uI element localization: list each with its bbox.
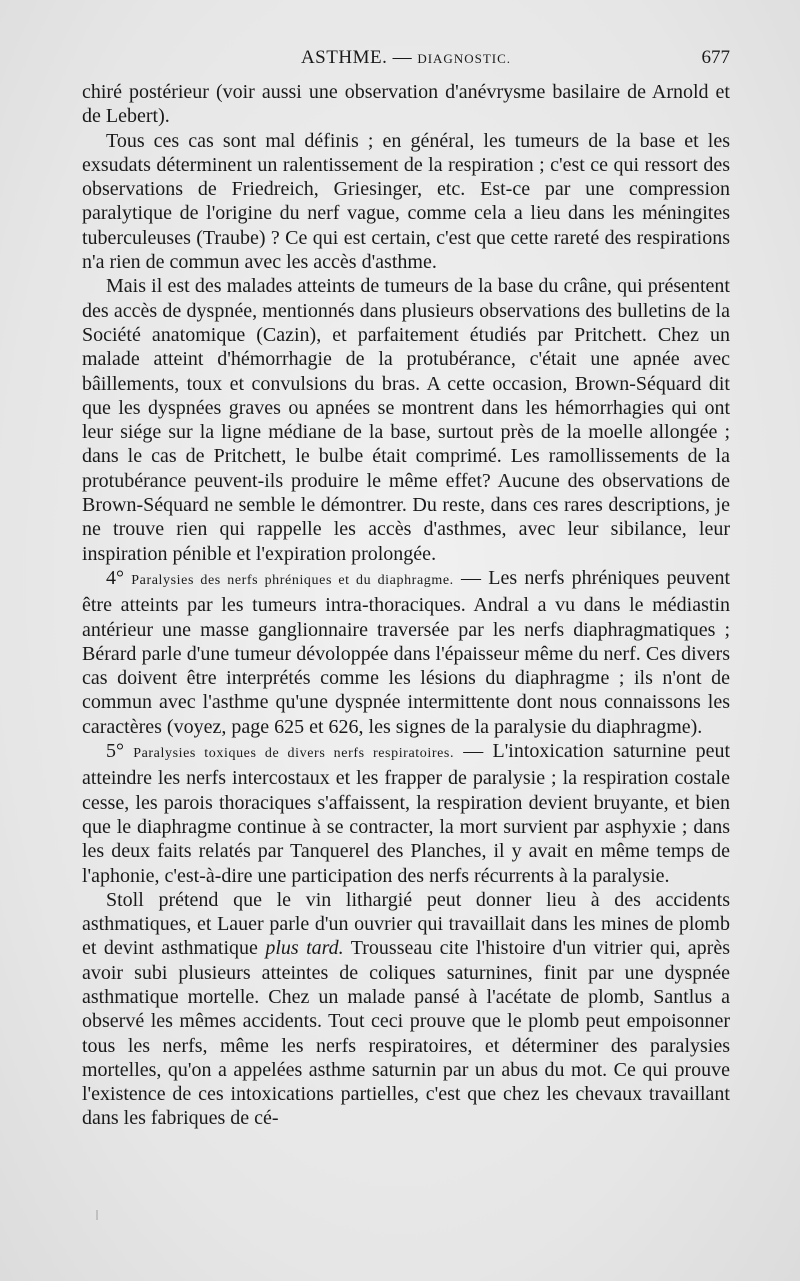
running-title xyxy=(82,47,730,69)
paragraph-text: chiré postérieur (voir aussi une observation d'anévrysme basilaire de Arnold et de Lebert). xyxy=(82,81,730,128)
paragraph-text: — L'intoxication saturnine peut atteindre les nerfs intercostaux et les frapper de paralysie ; la respiration costale cesse, les parois thoraciques s'affaissent, la respiration devient bruyante, et bien que le diaphragme continue à se contracter, la mort survient par asphyxie ; dans les deux faits relatés par Tanquerel des Planches, il y avait en même temps de l'aphonie, c'est-à-dire une participation des nerfs récurrents à la paralysie. xyxy=(82,740,731,887)
header-subtitle: DIAGNOSTIC. xyxy=(417,51,512,66)
body-text xyxy=(82,80,730,1131)
paragraph xyxy=(82,888,730,1131)
paper-speck xyxy=(96,1210,98,1220)
paragraph-text: — Les nerfs phréniques peuvent être atteints par les tumeurs intra-thoraciques. Andral a vu dans le médiastin antérieur une masse ganglionnaire traversée par les nerfs diaphragmatiques ; Bérard parle d'une tumeur dévoloppée dans l'épaisseur même du nerf. Ces divers cas doivent être interprétés comme les lésions du diaphragme ; ils n'ont de commun avec l'asthme qu'une dyspnée intermittente dont nous connaissons les caractères (voyez, page 625 et 626, les signes de la paralysie du diaphragme). xyxy=(82,566,730,738)
page-number: 677 xyxy=(701,47,730,68)
section-heading: Paralysies des nerfs phréniques et du diaphragme. xyxy=(131,572,454,588)
paragraph xyxy=(82,566,730,739)
paragraph xyxy=(82,274,730,566)
header-dash: — xyxy=(392,47,413,68)
section-heading: Paralysies toxiques de divers nerfs respiratoires. xyxy=(133,746,455,762)
paragraph-text: Trousseau cite l'histoire d'un vitrier qui, après avoir subi plusieurs atteintes de coliques saturnines, finit par une dyspnée asthmatique mortelle. Chez un malade pansé à l'acétate de plomb, Santlus a observé les mêmes accidents. Tout ceci prouve que le plomb peut empoisonner tous les nerfs, même les nerfs respiratoires, et déterminer des paralysies mortelles, qu'on a appelées asthme saturnin par un abus du mot. Ce qui prouve l'existence de ces intoxications partielles, c'est que chez les chevaux travaillant dans les fabriques de cé- xyxy=(82,937,730,1130)
paragraph-text: Mais il est des malades atteints de tumeurs de la base du crâne, qui présentent des accès de dyspnée, mentionnés dans plusieurs observations des bulletins de la Société anatomique (Cazin), et parfaitement étudiés par Pritchett. Chez un malade atteint d'hémorrhagie de la protubérance, c'était une apnée avec bâillements, toux et convulsions du bras. A cette occasion, Brown-Séquard dit que les dyspnées graves ou apnées se montrent dans les hémorrhagies qui ont leur siége sur la ligne médiane de la base, surtout près de la moelle allongée ; dans le cas de Pritchett, le bulbe était comprimé. Les ramollissements de la protubérance peuvent-ils produire le même effet? Aucune des observations de Brown-Séquard ne semble le démontrer. Du reste, dans ces rares descriptions, je ne trouve rien qui rappelle les accès d'asthmes, avec leur sibilance, leur inspiration pénible et l'expiration prolongée. xyxy=(82,275,730,565)
paragraph xyxy=(82,739,730,888)
paragraph-text: 5° xyxy=(106,740,134,763)
paragraph xyxy=(82,80,730,129)
paragraph-text: 4° xyxy=(106,566,132,589)
emphasis-text: plus tard. xyxy=(265,937,344,960)
header-title: ASTHME. xyxy=(300,47,388,68)
paragraph-text: Stoll prétend que le vin lithargié peut donner lieu à des accidents asthmatiques, et Lauer parle d'un ouvrier qui travaillait dans les mines de plomb et devint asthmatique xyxy=(82,888,730,960)
running-header xyxy=(82,47,730,75)
paragraph-text: Tous ces cas sont mal définis ; en général, les tumeurs de la base et les exsudats déterminent un ralentissement de la respiration ; c'est ce qui ressort des observations de Friedreich, Griesinger, etc. Est-ce par une compression paralytique de l'origine du nerf vague, comme cela a lieu dans les méningites tuberculeuses (Traube) ? Ce qui est certain, c'est que cette rareté des respirations n'a rien de commun avec les accès d'asthme. xyxy=(82,129,730,274)
paragraph xyxy=(82,129,730,275)
